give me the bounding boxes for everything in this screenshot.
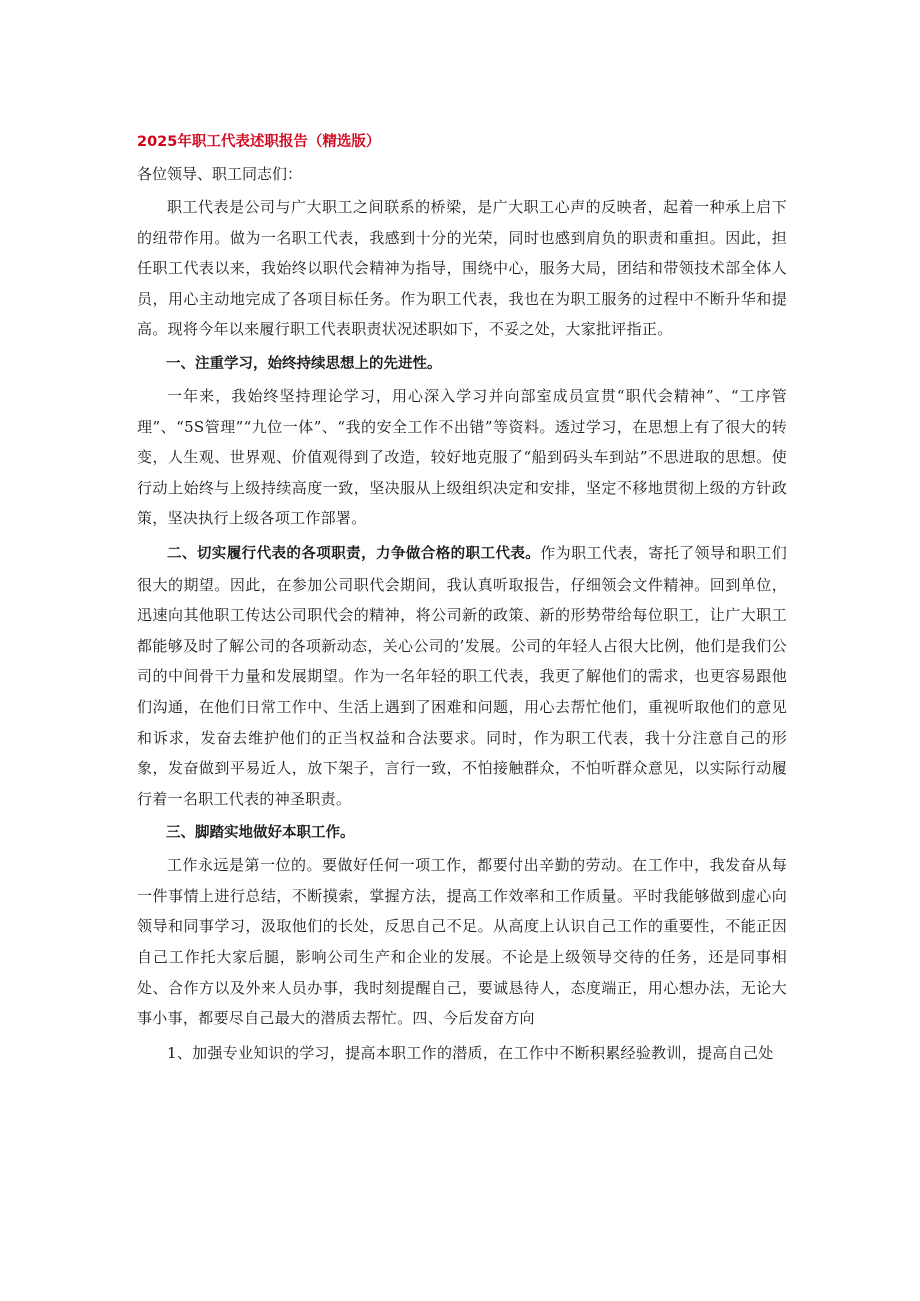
section-2-body: 作为职工代表，寄托了领导和职工们很大的期望。因此，在参加公司职代会期间，我认真听取报告，仔细领会文件精神。回到单位，迅速向其他职工传达公司职代会的精神，将公司新的政策、新的形势带给每位职工，让广大职工都能够及时了解公司的各项新动态，关心公司的’发展。公司的年轻人占很大比例，他们是我们公司的中间骨干力量和发展期望。作为一名年轻的职工代表，我更了解他们的需求，也更容易跟他们沟通，在他们日常工作中、生活上遇到了困难和问题，用心去帮忙他们，重视听取他们的意见和诉求，发奋去维护他们的正当权益和合法要求。同时，作为职工代表，我十分注意自己的形象，发奋做到平易近人，放下架子，言行一致，不怕接触群众，不怕听群众意见，以实际行动履行着一名职工代表的神圣职责。 [137, 543, 787, 808]
salutation: 各位领导、职工同志们： [137, 165, 303, 183]
intro-paragraph: 职工代表是公司与广大职工之间联系的桥梁，是广大职工心声的反映者，起着一种承上启下的纽带作用。做为一名职工代表，我感到十分的光荣，同时也感到肩负的职责和重担。因此，担任职工代表以来，我始终以职代会精神为指导，围绕中心，服务大局，团结和带领技术部全体人员，用心主动地完成了各项目标任务。作为职工代表，我也在为职工服务的过程中不断升华和提高。现将今年以来履行职工代表职责状况述职如下，不妥之处，大家批评指正。 [137, 198, 787, 339]
item-1-paragraph: 1、加强专业知识的学习，提高本职工作的潜质，在工作中不断积累经验教训，提高自己处 [167, 1043, 774, 1062]
section-2-paragraph [137, 538, 787, 814]
document-title: 2025年职工代表述职报告（精选版） [137, 134, 381, 150]
section-3-heading: 三、脚踏实地做好本职工作。 [166, 825, 355, 842]
section-1-paragraph: 一年来，我始终坚持理论学习，用心深入学习并向部室成员宣贯“职代会精神”、“工序管理”、“5S管理”“九位一体”、“我的安全工作不出错”等资料。透过学习，在思想上有了很大的转变，人生观、世界观、价值观得到了改造，较好地克服了“船到码头车到站”不思进取的思想。使行动上始终与上级持续高度一致，坚决服从上级组织决定和安排，坚定不移地贯彻上级的方针政策，坚决执行上级各项工作部署。 [137, 386, 787, 528]
section-2-heading: 二、切实履行代表的各项职责，力争做合格的职工代表。 [167, 545, 541, 562]
section-3-paragraph: 工作永远是第一位的。要做好任何一项工作，都要付出辛勤的劳动。在工作中，我发奋从每一件事情上进行总结，不断摸索，掌握方法，提高工作效率和工作质量。平时我能够做到虚心向领导和同事学习，汲取他们的长处，反思自己不足。从高度上认识自己工作的重要性，不能正因自己工作托大家后腿，影响公司生产和企业的发展。不论是上级领导交待的任务，还是同事相处、合作方以及外来人员办事，我时刻提醒自己，要诚恳待人，态度端正，用心想办法，无论大事小事，都要尽自己最大的潜质去帮忙。四、今后发奋方向 [137, 856, 787, 1028]
document-page [137, 128, 787, 1072]
section-1-heading: 一、注重学习，始终持续思想上的先进性。 [166, 355, 442, 372]
